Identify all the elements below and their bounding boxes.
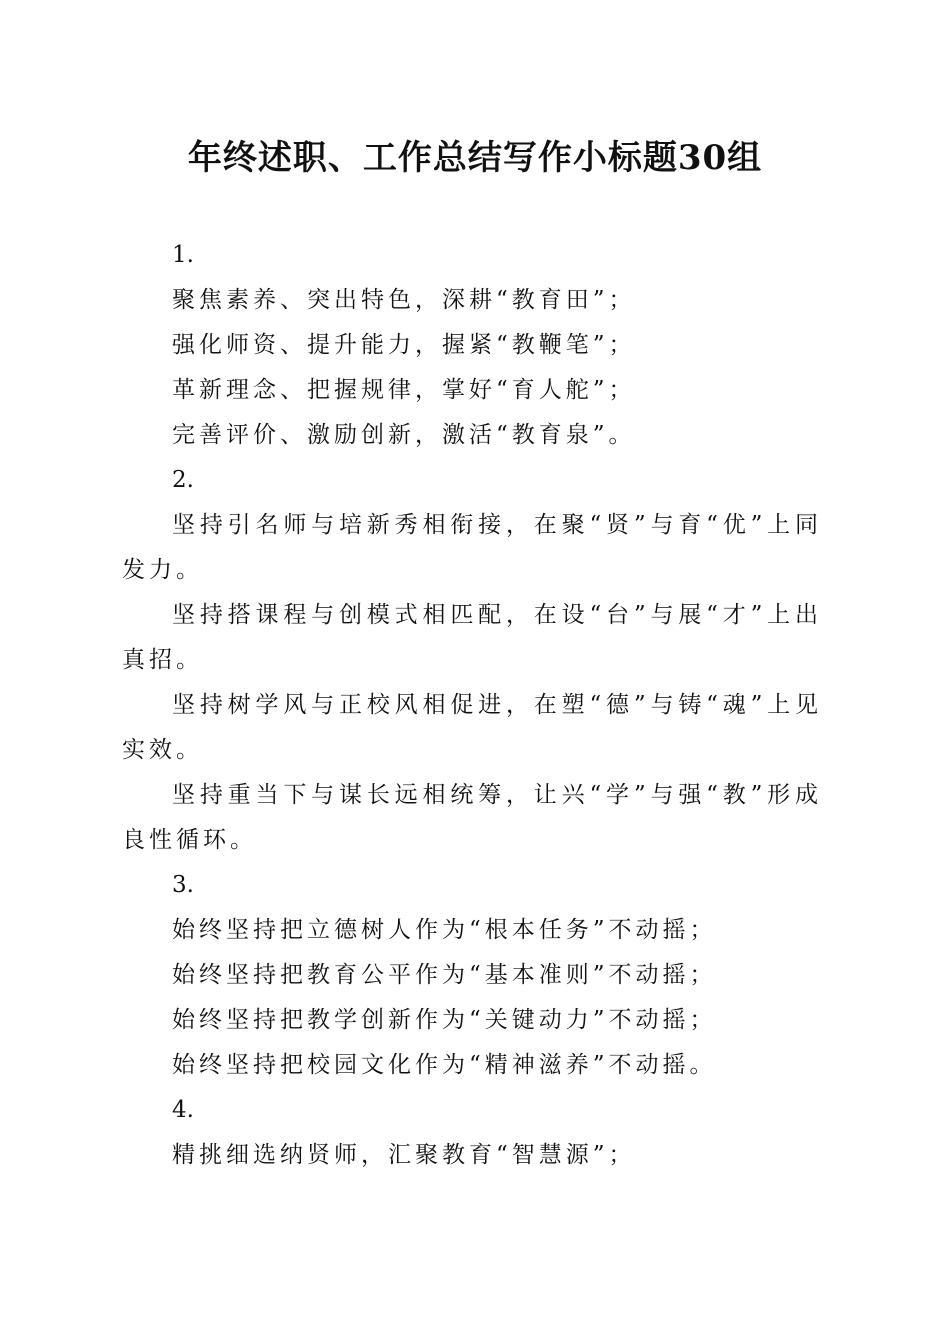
paragraph: 坚持重当下与谋长远相统筹，让兴“学”与强“教”形成良性循环。 bbox=[122, 782, 822, 853]
paragraph: 坚持引名师与培新秀相衔接，在聚“贤”与育“优”上同发力。 bbox=[122, 512, 822, 583]
paragraph: 精挑细选纳贤师，汇聚教育“智慧源”； bbox=[172, 1142, 636, 1168]
paragraph: 强化师资、提升能力，握紧“教鞭笔”； bbox=[172, 332, 636, 358]
paragraph: 坚持搭课程与创模式相匹配，在设“台”与展“才”上出真招。 bbox=[122, 602, 822, 673]
paragraph: 聚焦素养、突出特色，深耕“教育田”； bbox=[172, 287, 636, 313]
paragraph: 完善评价、激励创新，激活“教育泉”。 bbox=[172, 422, 636, 448]
document-title: 年终述职、工作总结写作小标题30组 bbox=[187, 138, 763, 178]
document-body bbox=[122, 233, 822, 1178]
paragraph: 坚持树学风与正校风相促进，在塑“德”与铸“魂”上见实效。 bbox=[122, 692, 822, 763]
paragraph: 革新理念、把握规律，掌好“育人舵”； bbox=[172, 377, 636, 403]
section-number: 1. bbox=[172, 242, 194, 268]
paragraph: 始终坚持把校园文化作为“精神滋养”不动摇。 bbox=[172, 1052, 717, 1078]
paragraph: 始终坚持把教学创新作为“关键动力”不动摇； bbox=[172, 1007, 717, 1033]
section-number: 3. bbox=[172, 872, 194, 898]
section-number: 4. bbox=[172, 1097, 194, 1123]
paragraph: 始终坚持把立德树人作为“根本任务”不动摇； bbox=[172, 917, 717, 943]
section-number: 2. bbox=[172, 467, 194, 493]
paragraph: 始终坚持把教育公平作为“基本准则”不动摇； bbox=[172, 962, 717, 988]
